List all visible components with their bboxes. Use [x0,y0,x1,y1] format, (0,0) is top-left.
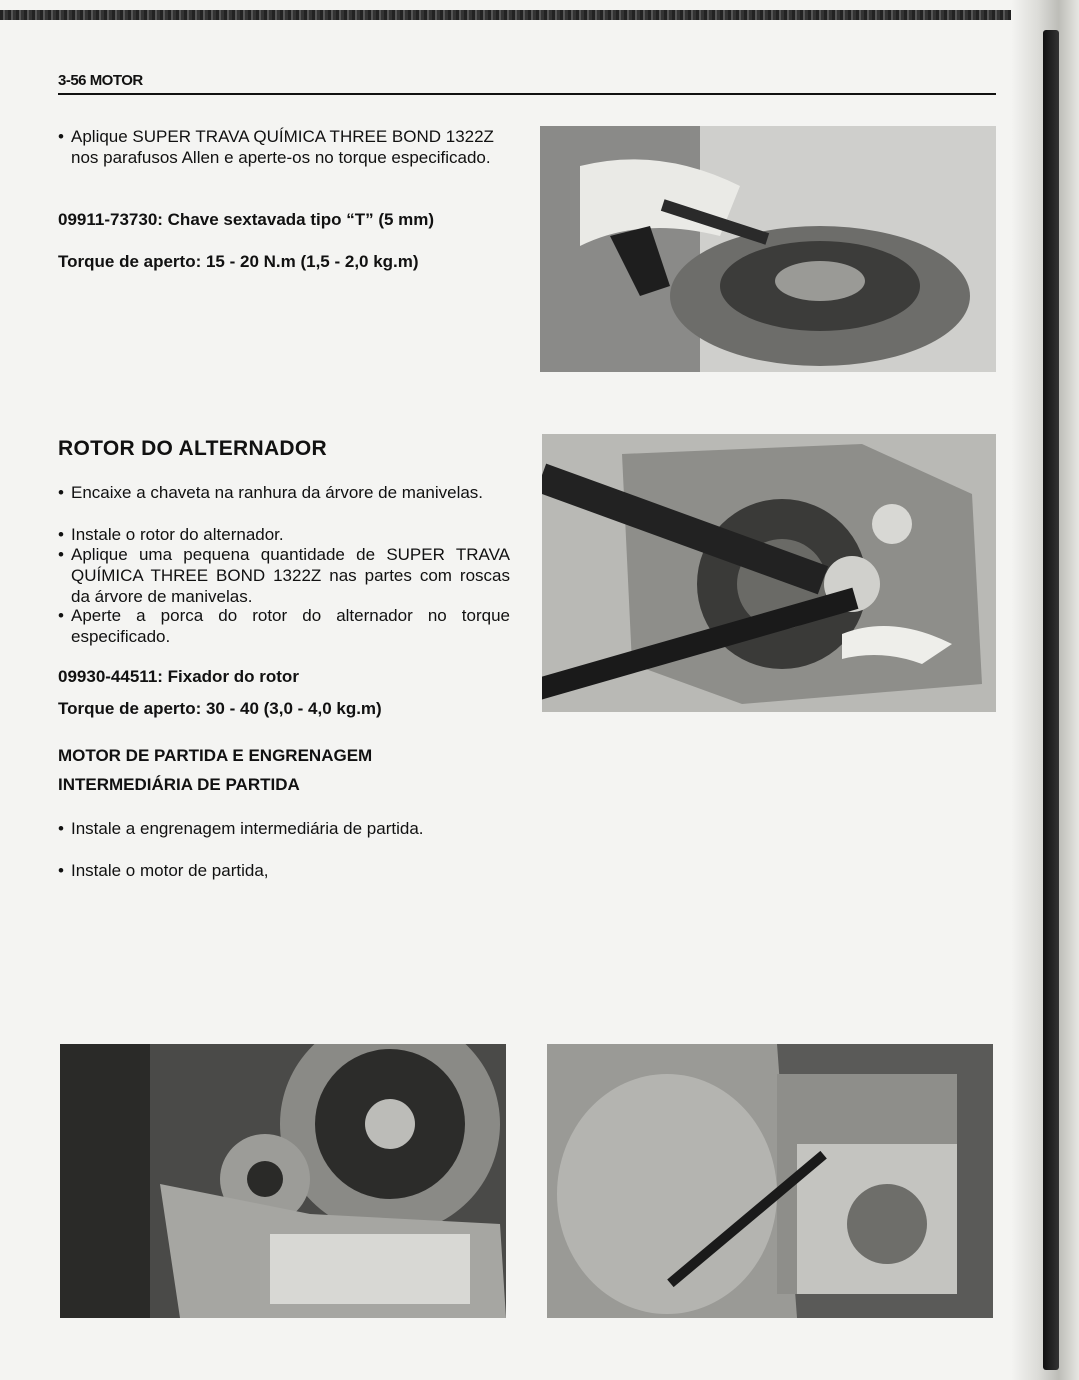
block1-bullet-text: Aplique SUPER TRAVA QUÍMICA THREE BOND 1322Z nos parafusos Allen e aperte-os no torque especificado. [71,127,494,167]
rotor-bullet-2 [58,524,510,545]
photo-starter-motor [547,1044,993,1318]
starter-title-line1: MOTOR DE PARTIDA E ENGRENAGEM [58,746,373,765]
rotor-bullet-4-text: Aperte a porca do rotor do alternador no torque especificado. [71,606,510,646]
page-header: 3-56 MOTOR [58,72,143,89]
page-binding-edge [1043,30,1059,1370]
bullet-dot: • [58,861,64,880]
starter-bullet-1 [58,818,518,839]
rotor-torque: Torque de aperto: 30 - 40 (3,0 - 4,0 kg.m) [58,699,382,718]
block1-tool: 09911-73730: Chave sextavada tipo “T” (5 mm) [58,210,435,229]
photo-idle-gear [60,1044,506,1318]
bullet-dot: • [58,483,64,502]
block1-torque: Torque de aperto: 15 - 20 N.m (1,5 - 2,0 kg.m) [58,252,419,271]
bullet-dot: • [58,127,64,146]
rotor-bullet-3 [58,544,510,607]
photo-allen-bolts [540,126,996,372]
bullet-dot: • [58,545,64,564]
rotor-bullet-1-text: Encaixe a chaveta na ranhura da árvore de manivelas. [71,483,484,502]
bullet-dot: • [58,819,64,838]
photo-rotor-holder [542,434,996,712]
block1-bullet [58,126,510,168]
rotor-tool: 09930-44511: Fixador do rotor [58,667,299,686]
bullet-dot: • [58,606,64,625]
header-rule [58,93,996,95]
starter-bullet-2 [58,860,518,881]
rotor-bullet-4 [58,605,510,647]
rotor-bullet-2-text: Instale o rotor do alternador. [71,525,284,544]
rotor-title: ROTOR DO ALTERNADOR [58,437,327,460]
rotor-bullet-3-text: Aplique uma pequena quantidade de SUPER TRAVA QUÍMICA THREE BOND 1322Z nas partes com roscas da árvore de manivelas. [71,545,510,606]
bullet-dot: • [58,525,64,544]
starter-bullet-2-text: Instale o motor de partida, [71,861,269,880]
starter-title-line2: INTERMEDIÁRIA DE PARTIDA [58,775,300,794]
top-border [0,10,1040,20]
rotor-bullet-1 [58,482,510,503]
starter-bullet-1-text: Instale a engrenagem intermediária de partida. [71,819,424,838]
